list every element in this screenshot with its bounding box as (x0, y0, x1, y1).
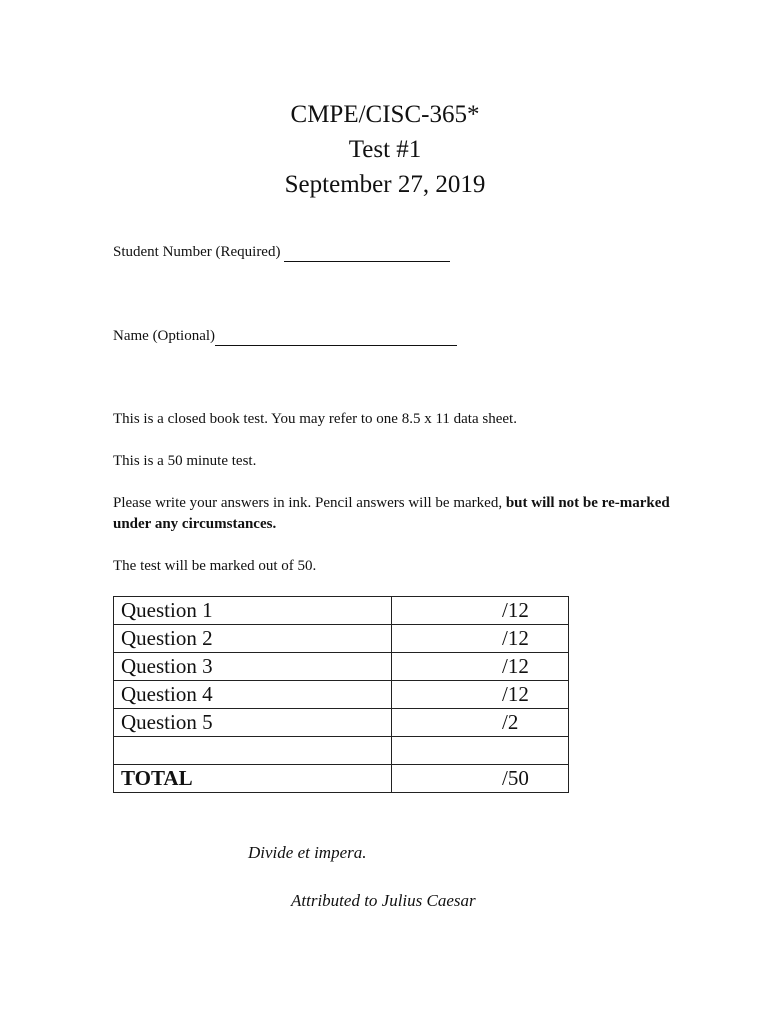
quote-attribution: Attributed to Julius Caesar (291, 891, 476, 910)
question-score (392, 737, 569, 765)
total-score: /50 (392, 765, 569, 793)
table-row (114, 709, 569, 737)
student-number-label: Student Number (Required) (113, 244, 281, 260)
question-score: /12 (392, 653, 569, 681)
instruction-ink-text: Please write your answers in ink. Pencil answers will be marked, (113, 495, 506, 511)
instruction-duration: This is a 50 minute test. (113, 453, 257, 469)
question-score: /12 (392, 625, 569, 653)
question-label: Question 1 (114, 597, 392, 625)
question-score: /2 (392, 709, 569, 737)
question-label: Question 5 (114, 709, 392, 737)
total-label: TOTAL (114, 765, 392, 793)
table-row-empty (114, 737, 569, 765)
score-table (113, 596, 569, 793)
question-score: /12 (392, 597, 569, 625)
test-title: Test #1 (348, 136, 422, 163)
instruction-closed-book: This is a closed book test. You may refer to one 8.5 x 11 data sheet. (113, 411, 517, 427)
quote-text: Divide et impera. (248, 843, 367, 862)
table-row (114, 653, 569, 681)
instruction-marking: The test will be marked out of 50. (113, 558, 317, 574)
course-title: CMPE/CISC-365* (290, 101, 480, 128)
question-label: Question 2 (114, 625, 392, 653)
instruction-ink-warning: but will not be re-marked under any circumstances. (113, 495, 670, 532)
table-row (114, 625, 569, 653)
table-row (114, 597, 569, 625)
instruction-ink (113, 493, 673, 535)
test-date: September 27, 2019 (284, 171, 486, 198)
name-label: Name (Optional) (113, 328, 216, 344)
name-blank[interactable] (215, 331, 457, 346)
student-number-blank[interactable] (284, 247, 450, 262)
question-score: /12 (392, 681, 569, 709)
question-label (114, 737, 392, 765)
student-number-field (113, 242, 450, 262)
name-field (113, 326, 457, 346)
question-label: Question 4 (114, 681, 392, 709)
table-row (114, 681, 569, 709)
table-row-total (114, 765, 569, 793)
question-label: Question 3 (114, 653, 392, 681)
